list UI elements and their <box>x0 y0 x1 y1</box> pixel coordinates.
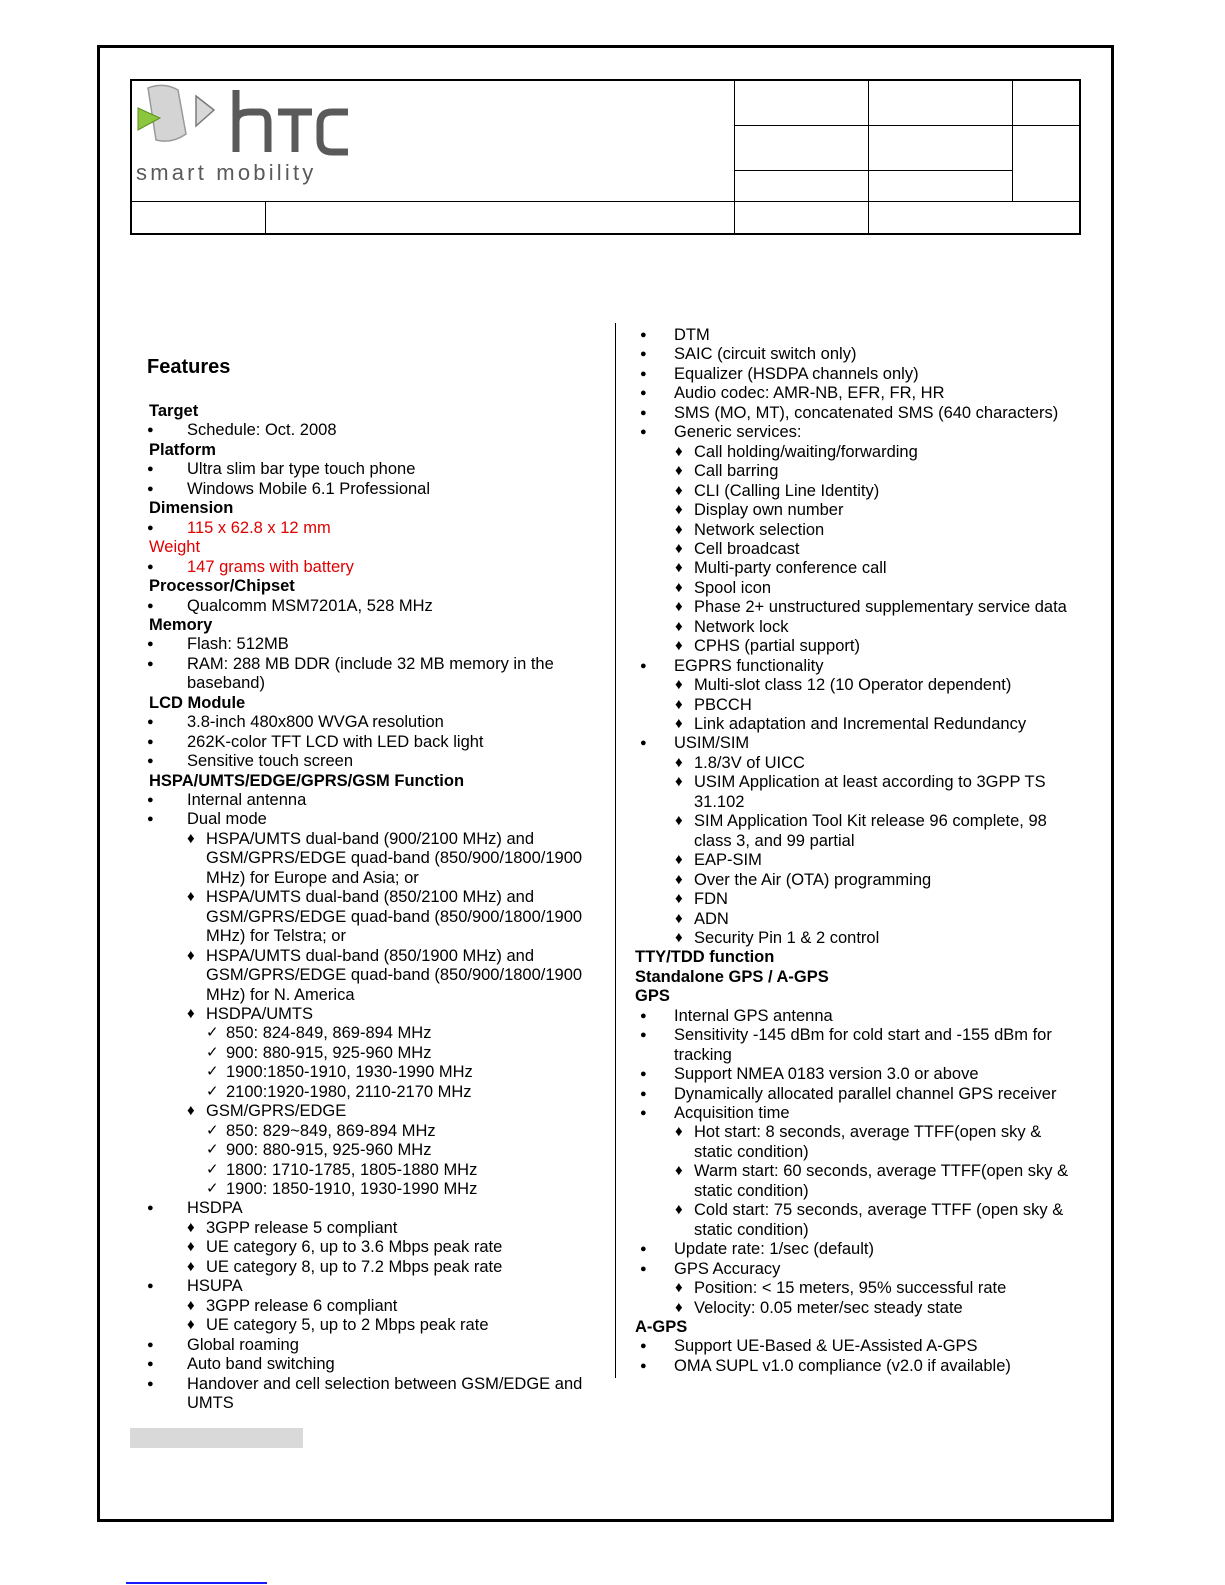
sub-list-item: Network selection <box>694 520 825 539</box>
sub-list-item-continuation: static condition) <box>694 1181 809 1200</box>
list-item: Internal antenna <box>187 791 307 809</box>
list-item: Equalizer (HSDPA channels only) <box>674 364 919 383</box>
sub-list-item: PBCCH <box>694 695 752 714</box>
htc-logo <box>134 82 374 198</box>
list-item: EGPRS functionality <box>674 656 824 675</box>
sub-list-item: Link adaptation and Incremental Redundancy <box>694 715 1027 733</box>
checkmark-icon: ✓ <box>206 1043 219 1061</box>
sub-list-item: Phase 2+ unstructured supplementary service data <box>694 598 1067 617</box>
sub-list-item: UE category 6, up to 3.6 Mbps peak rate <box>206 1238 503 1257</box>
diamond-bullet-icon: ♦ <box>187 1238 195 1256</box>
footer-link-underline <box>126 1582 267 1584</box>
list-item-continuation: UMTS <box>187 1393 234 1412</box>
list-item: RAM: 288 MB DDR (include 32 MB memory in the <box>187 654 554 673</box>
list-item: 115 x 62.8 x 12 mm <box>187 518 331 537</box>
list-item: Ultra slim bar type touch phone <box>187 460 416 479</box>
sub-list-item: Multi-slot class 12 (10 Operator dependent) <box>694 676 1012 695</box>
list-item: Auto band switching <box>187 1355 335 1374</box>
diamond-bullet-icon: ♦ <box>675 559 683 577</box>
section-heading: Weight <box>149 538 201 557</box>
list-item: GPS Accuracy <box>674 1259 781 1278</box>
band-list-item: 900: 880-915, 925-960 MHz <box>226 1141 432 1160</box>
bullet-icon: ● <box>147 794 154 806</box>
sub-list-item: HSPA/UMTS dual-band (850/2100 MHz) and <box>206 888 535 907</box>
list-item: USIM/SIM <box>674 734 750 753</box>
list-item: Qualcomm MSM7201A, 528 MHz <box>187 596 433 615</box>
diamond-bullet-icon: ♦ <box>675 1279 683 1297</box>
list-item: 262K-color TFT LCD with LED back light <box>187 732 484 751</box>
section-heading: LCD Module <box>149 693 246 712</box>
list-item: Sensitivity -145 dBm for cold start and -155 dBm for <box>674 1026 1052 1045</box>
list-item: Dynamically allocated parallel channel GPS receiver <box>674 1084 1057 1103</box>
sub-list-item: Position: < 15 meters, 95% successful rate <box>694 1279 1007 1298</box>
bullet-icon: ● <box>147 424 154 437</box>
header-divider <box>734 125 868 126</box>
sub-list-item: HSPA/UMTS dual-band (900/2100 MHz) and <box>206 829 535 848</box>
sub-list-item: Hot start: 8 seconds, average TTFF(open sky & <box>694 1123 1042 1142</box>
section-heading: GPS <box>635 987 670 1006</box>
diamond-bullet-icon: ♦ <box>675 812 683 830</box>
bullet-icon: ● <box>640 387 647 400</box>
header-divider <box>868 81 869 233</box>
sub-list-item-continuation: GSM/GPRS/EDGE quad-band (850/900/1800/1900 <box>206 849 583 868</box>
section-heading: Dimension <box>149 499 234 518</box>
diamond-bullet-icon: ♦ <box>675 695 683 713</box>
sub-list-item: UE category 5, up to 2 Mbps peak rate <box>206 1316 489 1335</box>
sub-list-item: Cold start: 75 seconds, average TTFF (open sky & <box>694 1201 1064 1220</box>
section-heading: A-GPS <box>635 1317 688 1336</box>
bullet-icon: ● <box>147 521 154 534</box>
bullet-icon: ● <box>640 1262 647 1275</box>
diamond-bullet-icon: ♦ <box>187 829 195 847</box>
bullet-icon: ● <box>640 1029 647 1042</box>
header-divider <box>734 81 735 233</box>
diamond-bullet-icon: ♦ <box>675 1201 683 1219</box>
list-item: 3.8-inch 480x800 WVGA resolution <box>187 713 444 732</box>
band-list-item: 2100:1920-1980, 2110-2170 MHz <box>226 1082 472 1101</box>
bullet-icon: ● <box>147 1202 154 1215</box>
diamond-bullet-icon: ♦ <box>187 1257 195 1275</box>
sub-list-item: Spool icon <box>694 578 772 597</box>
diamond-bullet-icon: ♦ <box>187 888 195 906</box>
brand-tagline: smart mobility <box>136 160 317 185</box>
diamond-bullet-icon: ♦ <box>675 753 683 771</box>
diamond-bullet-icon: ♦ <box>675 637 683 655</box>
header-divider <box>1012 125 1081 126</box>
list-item: Flash: 512MB <box>187 635 289 654</box>
sub-list-item: Network lock <box>694 617 789 636</box>
bullet-icon: ● <box>640 1340 647 1353</box>
bullet-icon: ● <box>640 1107 647 1119</box>
list-item: OMA SUPL v1.0 compliance (v2.0 if available) <box>674 1356 1011 1375</box>
header-divider <box>734 170 1012 171</box>
sub-list-item-continuation: MHz) for Europe and Asia; or <box>206 868 419 887</box>
sub-list-item: 3GPP release 5 compliant <box>206 1218 398 1237</box>
header-divider <box>265 201 266 233</box>
diamond-bullet-icon: ♦ <box>675 481 683 499</box>
diamond-bullet-icon: ♦ <box>187 1102 195 1120</box>
sub-list-item: USIM Application at least according to 3GPP TS <box>694 773 1046 792</box>
bullet-icon: ● <box>147 482 154 495</box>
diamond-bullet-icon: ♦ <box>675 870 683 888</box>
band-list-item: 1800: 1710-1785, 1805-1880 MHz <box>226 1160 478 1179</box>
diamond-bullet-icon: ♦ <box>675 851 683 869</box>
section-title: Features <box>147 356 231 378</box>
bullet-icon: ● <box>147 463 154 476</box>
sub-list-item: Over the Air (OTA) programming <box>694 870 932 889</box>
sub-list-item-continuation: static condition) <box>694 1220 809 1239</box>
sub-list-item: HSDPA/UMTS <box>206 1004 313 1023</box>
bullet-icon: ● <box>147 716 154 729</box>
header-divider <box>132 201 1081 202</box>
band-list-item: 850: 829~849, 869-894 MHz <box>226 1121 436 1140</box>
section-heading: Processor/Chipset <box>149 577 295 596</box>
diamond-bullet-icon: ♦ <box>187 1296 195 1314</box>
diamond-bullet-icon: ♦ <box>675 928 683 946</box>
bullet-icon: ● <box>147 735 154 748</box>
bullet-icon: ● <box>640 348 647 361</box>
htc-logo-mark <box>134 82 374 158</box>
sub-list-item: CPHS (partial support) <box>694 637 860 656</box>
list-item: Internal GPS antenna <box>674 1006 833 1025</box>
checkmark-icon: ✓ <box>206 1160 219 1178</box>
bullet-icon: ● <box>147 657 154 670</box>
checkmark-icon: ✓ <box>206 1082 219 1100</box>
column-divider <box>615 323 616 1378</box>
list-item: Update rate: 1/sec (default) <box>674 1240 874 1259</box>
bullet-icon: ● <box>147 1377 154 1390</box>
sub-list-item: Cell broadcast <box>694 539 800 558</box>
bullet-icon: ● <box>147 813 154 826</box>
bullet-icon: ● <box>147 1338 154 1351</box>
list-item: Support NMEA 0183 version 3.0 or above <box>674 1065 979 1084</box>
header-divider <box>868 125 1012 126</box>
list-item: Global roaming <box>187 1335 299 1354</box>
band-list-item: 1900: 1850-1910, 1930-1990 MHz <box>226 1180 478 1198</box>
diamond-bullet-icon: ♦ <box>187 946 195 964</box>
sub-list-item-continuation: 31.102 <box>694 792 745 811</box>
sub-list-item: Display own number <box>694 501 844 520</box>
diamond-bullet-icon: ♦ <box>187 1218 195 1236</box>
bullet-icon: ● <box>147 1358 154 1371</box>
sub-list-item: GSM/GPRS/EDGE <box>206 1102 347 1121</box>
sub-list-item: HSPA/UMTS dual-band (850/1900 MHz) and <box>206 946 535 965</box>
sub-list-item: Warm start: 60 seconds, average TTFF(open sky & <box>694 1162 1069 1181</box>
bullet-icon: ● <box>640 737 647 750</box>
sub-list-item: Call barring <box>694 462 779 481</box>
list-item: Windows Mobile 6.1 Professional <box>187 479 431 498</box>
list-item: Handover and cell selection between GSM/EDGE and <box>187 1374 583 1393</box>
diamond-bullet-icon: ♦ <box>675 617 683 635</box>
section-heading: Target <box>149 402 199 420</box>
diamond-bullet-icon: ♦ <box>187 1004 195 1022</box>
list-item: Audio codec: AMR-NB, EFR, FR, HR <box>674 384 945 403</box>
section-heading: Memory <box>149 615 213 634</box>
list-item: SAIC (circuit switch only) <box>674 345 857 364</box>
sub-list-item-continuation: MHz) for N. America <box>206 985 355 1004</box>
diamond-bullet-icon: ♦ <box>675 773 683 791</box>
list-item: Acquisition time <box>674 1104 790 1122</box>
list-item-continuation: baseband) <box>187 674 265 693</box>
bullet-icon: ● <box>640 659 647 672</box>
sub-list-item-continuation: MHz) for Telstra; or <box>206 927 346 946</box>
diamond-bullet-icon: ♦ <box>675 598 683 616</box>
sub-list-item: CLI (Calling Line Identity) <box>694 481 880 500</box>
checkmark-icon: ✓ <box>206 1180 219 1197</box>
checkmark-icon: ✓ <box>206 1063 219 1081</box>
sub-list-item-continuation: GSM/GPRS/EDGE quad-band (850/900/1800/1900 <box>206 907 583 926</box>
bullet-icon: ● <box>640 1243 647 1256</box>
diamond-bullet-icon: ♦ <box>675 909 683 927</box>
bullet-icon: ● <box>147 1280 154 1293</box>
list-item: Support UE-Based & UE-Assisted A-GPS <box>674 1337 978 1356</box>
band-list-item: 1900:1850-1910, 1930-1990 MHz <box>226 1063 473 1082</box>
sub-list-item-continuation: class 3, and 99 partial <box>694 831 855 850</box>
sub-list-item: UE category 8, up to 7.2 Mbps peak rate <box>206 1257 503 1276</box>
list-item: 147 grams with battery <box>187 557 354 576</box>
sub-list-item: EAP-SIM <box>694 851 762 870</box>
diamond-bullet-icon: ♦ <box>675 442 683 460</box>
list-item: Dual mode <box>187 810 267 829</box>
sub-list-item-continuation: GSM/GPRS/EDGE quad-band (850/900/1800/1900 <box>206 966 583 985</box>
sub-list-item: FDN <box>694 890 728 909</box>
list-item: Sensitive touch screen <box>187 752 354 771</box>
bullet-icon: ● <box>640 367 647 380</box>
list-item-continuation: tracking <box>674 1045 732 1064</box>
checkmark-icon: ✓ <box>206 1141 219 1159</box>
diamond-bullet-icon: ♦ <box>675 890 683 908</box>
sub-list-item: SIM Application Tool Kit release 96 complete, 98 <box>694 812 1047 831</box>
bullet-icon: ● <box>640 329 647 341</box>
sub-list-item-continuation: static condition) <box>694 1142 809 1161</box>
diamond-bullet-icon: ♦ <box>675 539 683 557</box>
checkmark-icon: ✓ <box>206 1024 219 1042</box>
bullet-icon: ● <box>640 426 647 439</box>
section-heading: HSPA/UMTS/EDGE/GPRS/GSM Function <box>149 771 465 790</box>
sub-list-item: 3GPP release 6 compliant <box>206 1296 398 1315</box>
diamond-bullet-icon: ♦ <box>675 676 683 694</box>
footer-gray-bar <box>130 1428 303 1448</box>
bullet-icon: ● <box>640 1087 647 1100</box>
sub-list-item: Call holding/waiting/forwarding <box>694 442 918 461</box>
sub-list-item: Velocity: 0.05 meter/sec steady state <box>694 1298 963 1317</box>
band-list-item: 850: 824-849, 869-894 MHz <box>226 1024 432 1043</box>
diamond-bullet-icon: ♦ <box>675 462 683 480</box>
diamond-bullet-icon: ♦ <box>675 1298 683 1316</box>
bullet-icon: ● <box>640 1009 647 1022</box>
list-item: HSUPA <box>187 1277 243 1296</box>
bullet-icon: ● <box>147 599 154 612</box>
header-divider <box>1012 81 1013 201</box>
list-item: DTM <box>674 326 710 344</box>
checkmark-icon: ✓ <box>206 1121 219 1139</box>
sub-list-item: Security Pin 1 & 2 control <box>694 928 880 947</box>
list-item: HSDPA <box>187 1199 243 1218</box>
section-heading: Platform <box>149 440 216 459</box>
list-item: Schedule: Oct. 2008 <box>187 421 337 440</box>
diamond-bullet-icon: ♦ <box>675 1123 683 1141</box>
diamond-bullet-icon: ♦ <box>675 520 683 538</box>
diamond-bullet-icon: ♦ <box>187 1316 195 1334</box>
list-item: Generic services: <box>674 423 802 442</box>
diamond-bullet-icon: ♦ <box>675 715 683 732</box>
bullet-icon: ● <box>147 755 154 768</box>
band-list-item: 900: 880-915, 925-960 MHz <box>226 1043 432 1062</box>
section-heading: TTY/TDD function <box>635 948 775 967</box>
bullet-icon: ● <box>147 638 154 651</box>
sub-list-item: ADN <box>694 909 729 928</box>
section-heading: Standalone GPS / A-GPS <box>635 967 829 986</box>
bullet-icon: ● <box>640 1068 647 1081</box>
diamond-bullet-icon: ♦ <box>675 1162 683 1180</box>
diamond-bullet-icon: ♦ <box>675 501 683 519</box>
bullet-icon: ● <box>147 560 154 573</box>
bullet-icon: ● <box>640 1359 647 1372</box>
sub-list-item: Multi-party conference call <box>694 559 887 578</box>
sub-list-item: 1.8/3V of UICC <box>694 753 805 772</box>
list-item: SMS (MO, MT), concatenated SMS (640 characters) <box>674 403 1059 422</box>
diamond-bullet-icon: ♦ <box>675 578 683 596</box>
bullet-icon: ● <box>640 406 647 419</box>
